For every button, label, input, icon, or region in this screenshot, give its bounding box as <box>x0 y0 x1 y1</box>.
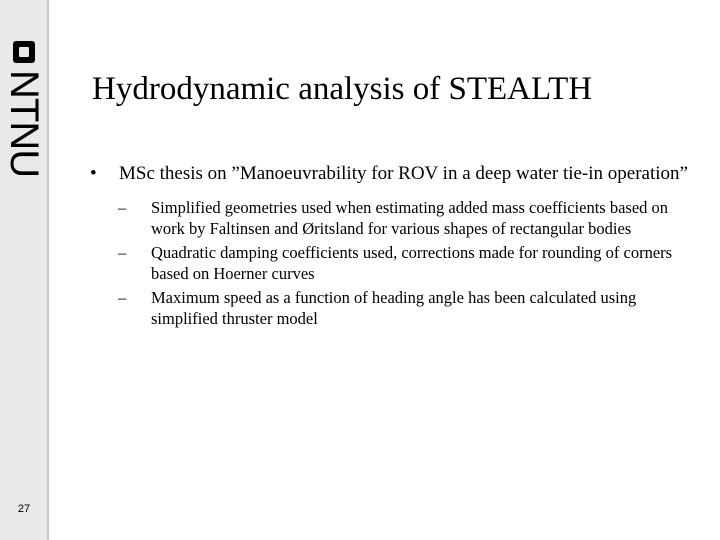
sub-bullet-text: Simplified geometries used when estimating added mass coefficients based on work by Faltinsen and Øritsland for various shapes of rectangular bodies <box>151 198 669 238</box>
page-number: 27 <box>17 503 31 515</box>
slide-content <box>90 162 700 332</box>
sub-bullet-item <box>118 287 700 329</box>
bullet-item <box>90 162 700 185</box>
sub-bullet-list <box>90 197 700 329</box>
bullet-text: MSc thesis on ”Manoeuvrability for ROV in a deep water tie-in operation” <box>119 163 688 184</box>
sub-bullet-item <box>118 197 700 239</box>
sub-bullet-marker: – <box>118 288 127 307</box>
sub-bullet-text: Quadratic damping coefficients used, corrections made for rounding of corners based on Hoerner curves <box>151 243 673 283</box>
sub-bullet-marker: – <box>118 243 127 262</box>
sub-bullet-text: Maximum speed as a function of heading angle has been calculated using simplified thruster model <box>151 288 637 328</box>
sub-bullet-item <box>118 242 700 284</box>
bullet-marker: • <box>90 163 97 184</box>
ntnu-logo-icon <box>13 41 35 63</box>
ntnu-logo-text: NTNU <box>2 70 46 178</box>
sidebar <box>0 0 49 540</box>
sub-bullet-marker: – <box>118 198 127 217</box>
slide-title: Hydrodynamic analysis of STEALTH <box>92 71 593 107</box>
